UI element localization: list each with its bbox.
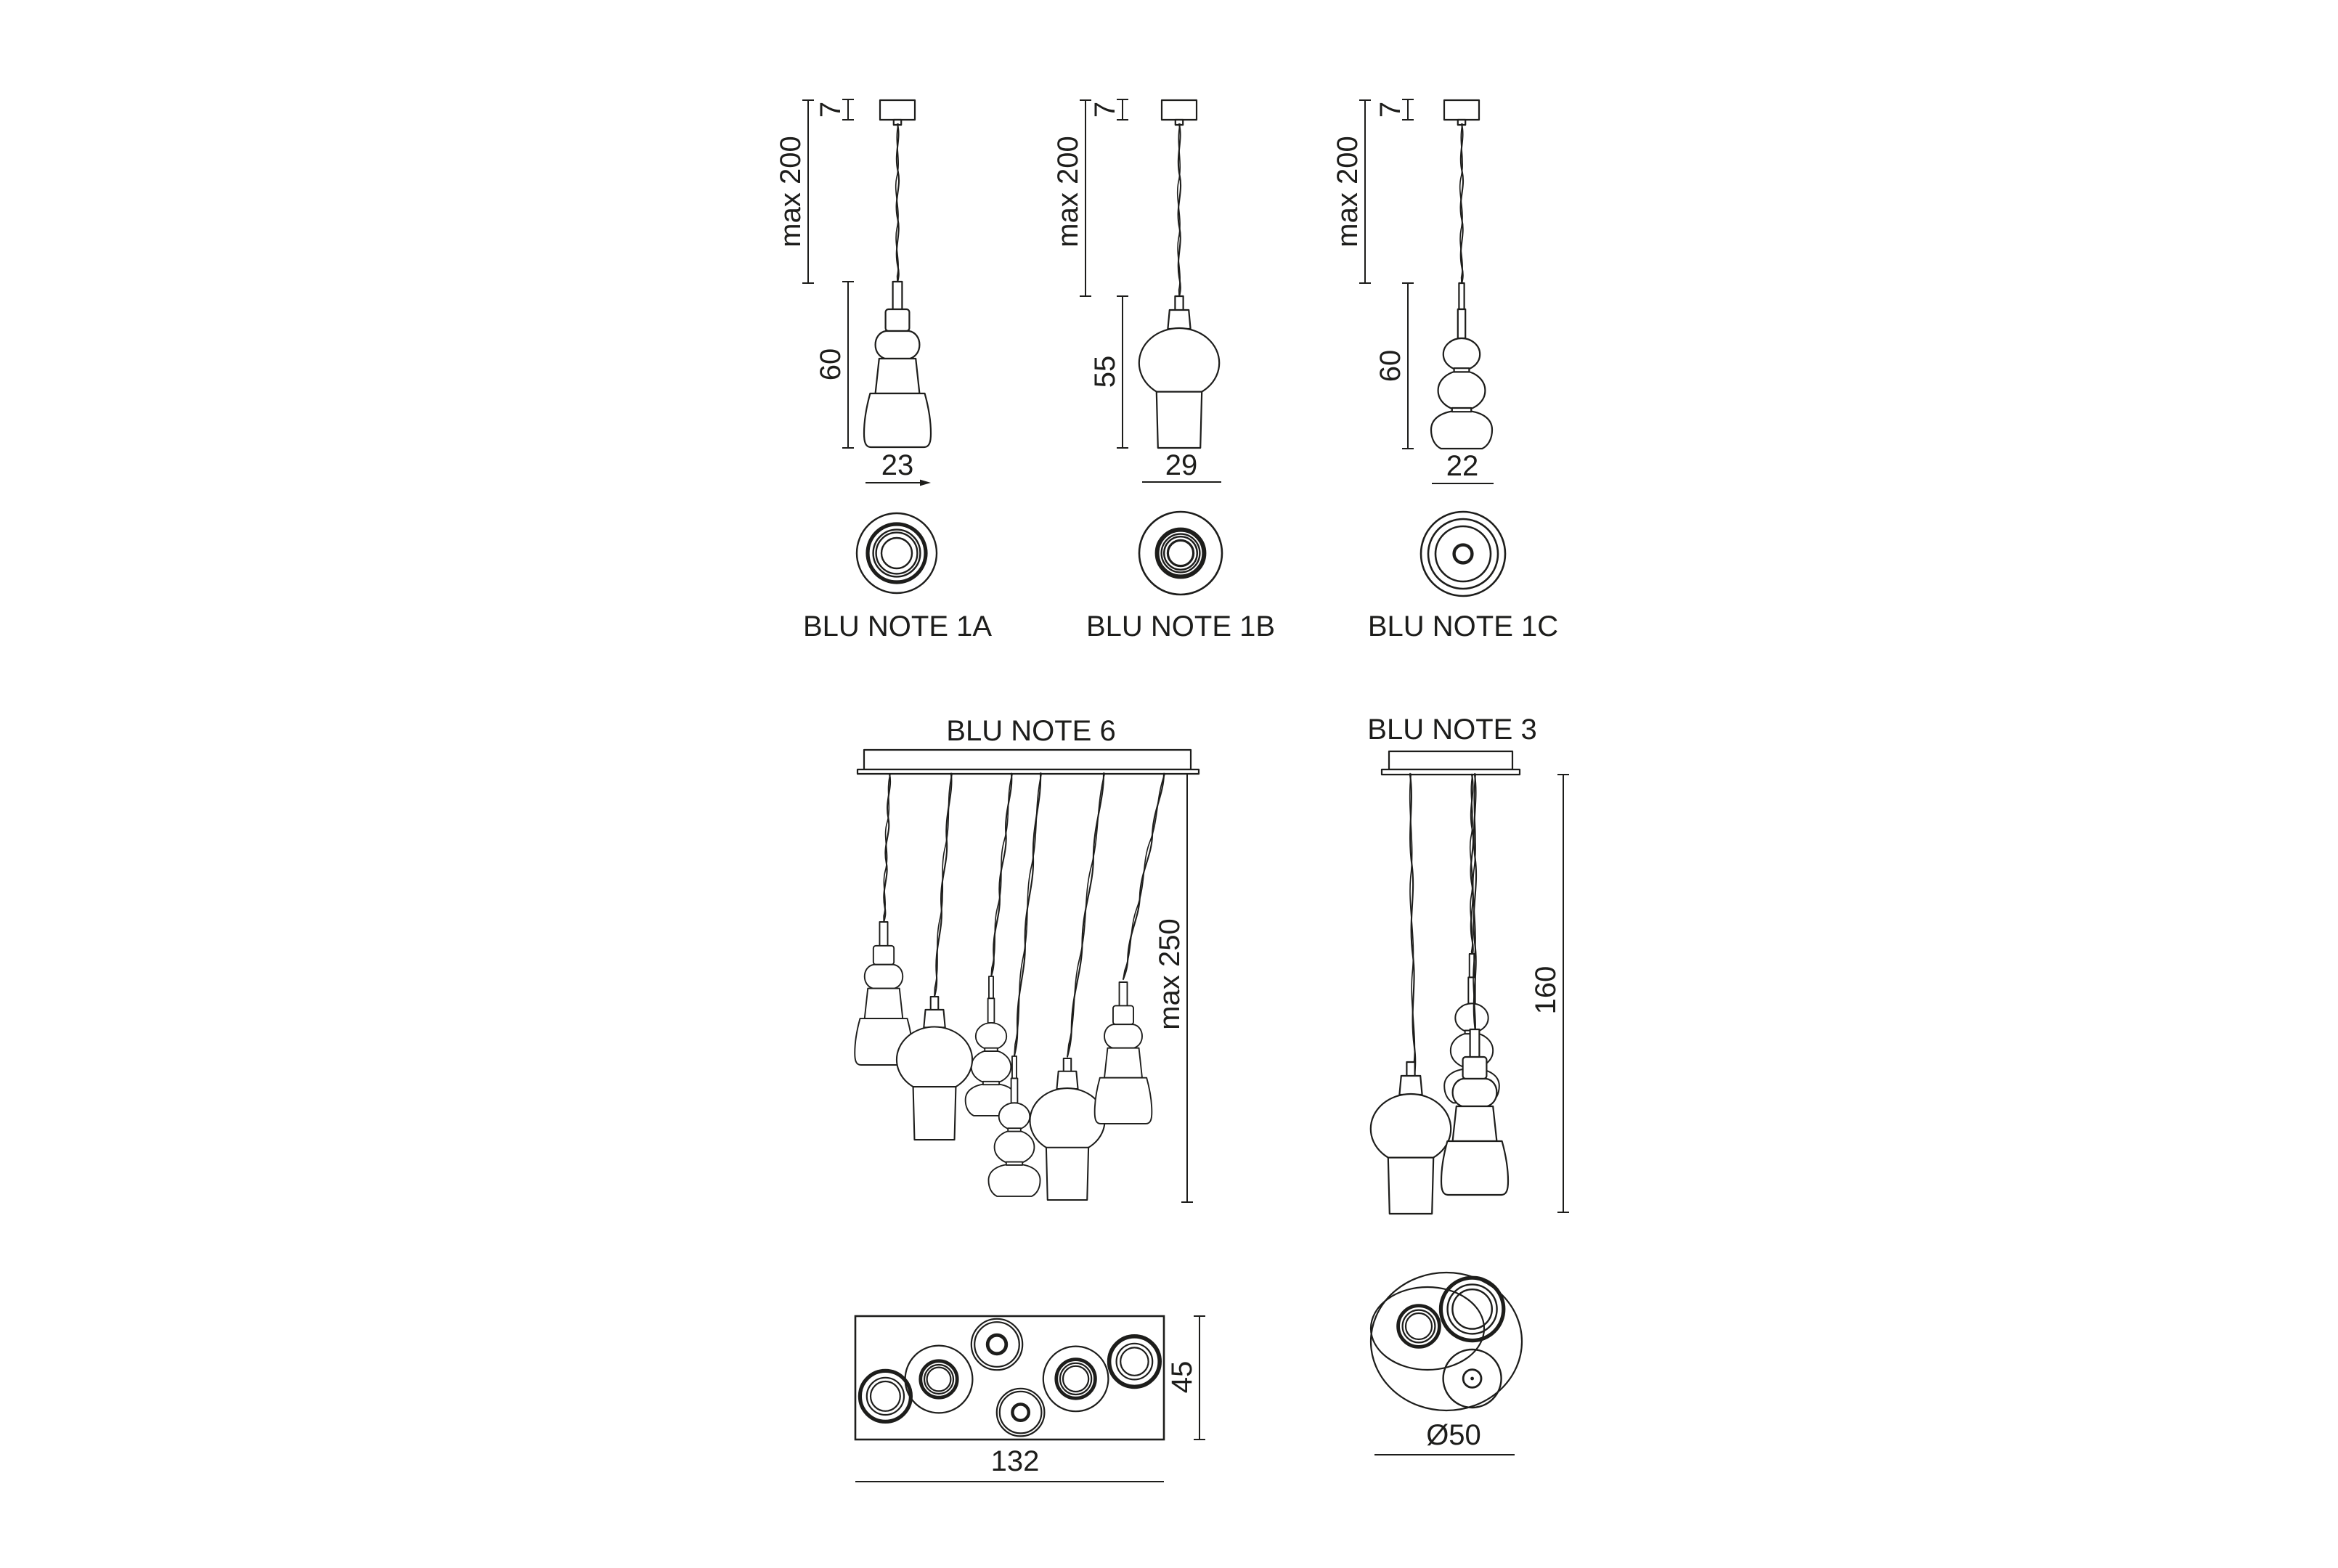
product-label-1c: BLU NOTE 1C xyxy=(1367,611,1559,642)
blu-note-1c-drawing xyxy=(1332,99,1558,642)
bottom-view-6-shade-2 xyxy=(905,1346,973,1413)
bottom-view-3-shade-2 xyxy=(1398,1306,1440,1347)
shade-1a xyxy=(864,282,931,447)
suspension-cable xyxy=(1460,124,1463,284)
suspension-cable xyxy=(1473,775,1476,1058)
product-label-3: BLU NOTE 3 xyxy=(1367,714,1537,746)
suspension-cable xyxy=(1409,775,1416,1077)
dim-width-6: 132 xyxy=(990,1445,1040,1477)
dim-max250: max 250 xyxy=(1154,918,1186,1030)
dim-canopy-1b: 7 xyxy=(1089,101,1121,118)
suspension-cable xyxy=(1470,775,1473,959)
blu-note-1b-drawing xyxy=(1052,99,1275,642)
dim-canopy-1a: 7 xyxy=(815,101,847,118)
bottom-view-3 xyxy=(1371,1273,1522,1410)
blu-note-3-drawing xyxy=(1367,714,1569,1455)
linear-canopy xyxy=(858,750,1199,774)
top-view-1a xyxy=(857,513,937,593)
suspension-cable xyxy=(1066,774,1105,1056)
bottom-view-3-shade-1 xyxy=(1441,1278,1503,1340)
dim-max200-1b: max 200 xyxy=(1052,136,1084,248)
suspension-cable xyxy=(933,774,953,997)
ceiling-canopy xyxy=(880,100,915,125)
cluster3-shade-b xyxy=(1371,1062,1451,1214)
product-label-1b: BLU NOTE 1B xyxy=(1086,611,1276,642)
suspension-cable xyxy=(990,774,1013,976)
bottom-view-6-shade-6 xyxy=(1109,1336,1160,1387)
cluster6-shade-b2 xyxy=(1030,1058,1104,1200)
bottom-view-6-shade-3 xyxy=(972,1319,1022,1370)
top-view-1c xyxy=(1421,512,1505,596)
dim-width-1b: 29 xyxy=(1165,449,1198,481)
bottom-view-6 xyxy=(855,1316,1164,1440)
dim-height-1b: 55 xyxy=(1089,355,1121,388)
dim-160: 160 xyxy=(1530,965,1562,1015)
dim-height-1a: 60 xyxy=(815,348,847,381)
product-label-1a: BLU NOTE 1A xyxy=(802,611,993,642)
dim-diameter-3: Ø50 xyxy=(1426,1419,1481,1451)
cluster6-shade-c1 xyxy=(966,976,1017,1116)
suspension-cable xyxy=(882,774,891,922)
blu-note-6-drawing xyxy=(855,715,1205,1482)
bottom-view-6-shade-1 xyxy=(860,1371,911,1421)
suspension-cable xyxy=(896,124,899,282)
dim-arrow-1a xyxy=(920,480,931,486)
ceiling-canopy xyxy=(1444,100,1479,125)
top-view-1b xyxy=(1139,512,1222,595)
round-canopy xyxy=(1382,751,1520,775)
product-label-6: BLU NOTE 6 xyxy=(946,715,1116,747)
dim-height-1c: 60 xyxy=(1374,349,1406,383)
cluster6-shade-b1 xyxy=(897,997,972,1140)
suspension-cable xyxy=(1178,124,1181,297)
dim-max200-1a: max 200 xyxy=(775,136,807,248)
dim-width-1c: 22 xyxy=(1446,450,1479,482)
cluster6-shade-a2 xyxy=(1095,982,1152,1124)
shade-1b xyxy=(1139,296,1219,448)
shade-1c xyxy=(1431,283,1492,449)
dim-width-1a: 23 xyxy=(881,449,914,481)
bottom-view-3-shade-3 xyxy=(1443,1349,1502,1408)
ceiling-canopy xyxy=(1162,100,1197,125)
suspension-cable xyxy=(1013,774,1042,1056)
dim-canopy-1c: 7 xyxy=(1374,101,1406,118)
dim-max200-1c: max 200 xyxy=(1332,136,1364,248)
blu-note-1a-drawing xyxy=(775,99,992,642)
bottom-view-6-shade-5 xyxy=(1043,1347,1109,1412)
bottom-view-6-shade-4 xyxy=(997,1389,1045,1437)
dim-depth-6: 45 xyxy=(1166,1360,1198,1394)
